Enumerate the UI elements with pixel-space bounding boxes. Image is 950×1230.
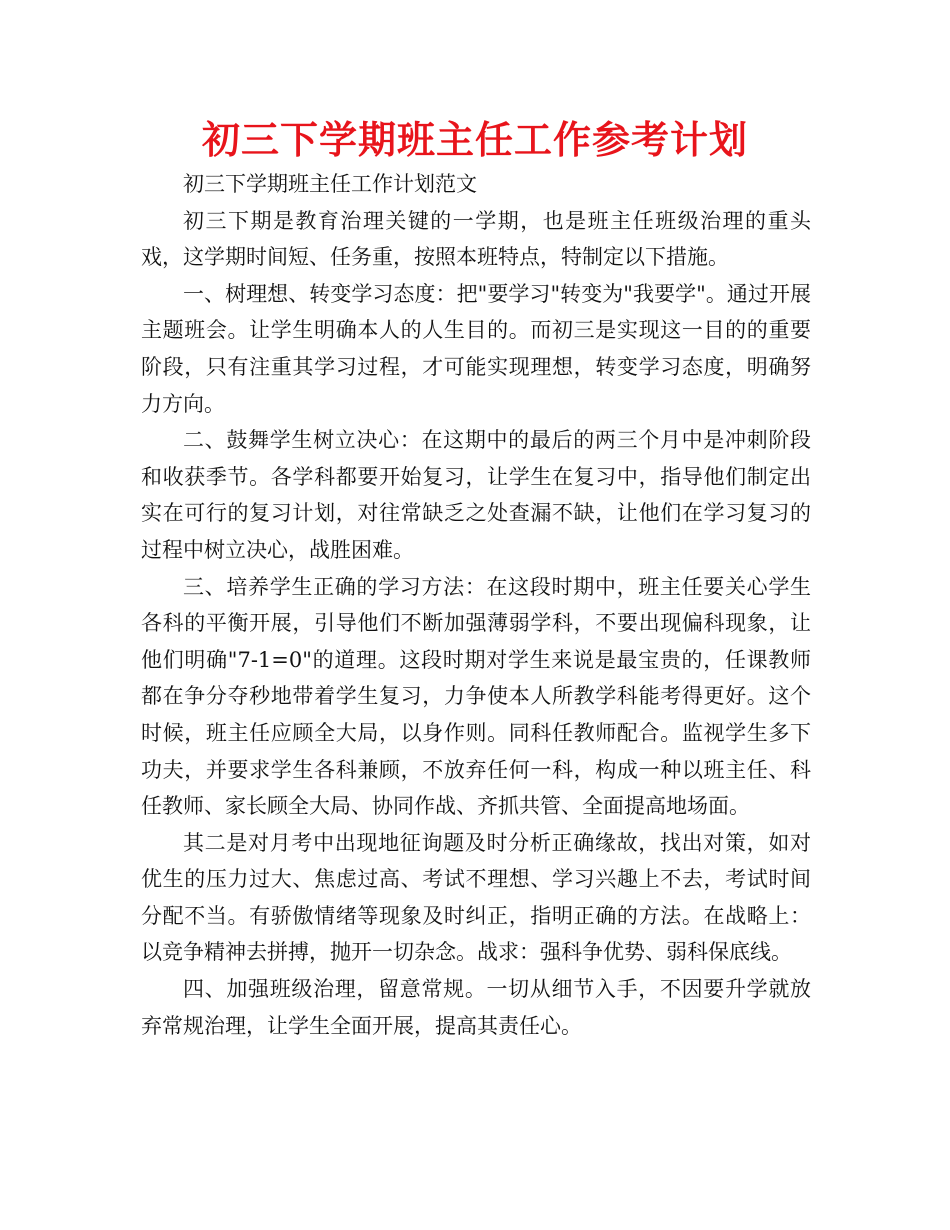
paragraph-section-2: 二、鼓舞学生树立决心：在这期中的最后的两三个月中是冲刺阶段和收获季节。各学科都要开始复习，让学生在复习中，指导他们制定出实在可行的复习计划，对往常缺乏之处查漏不缺，让他们在学习复习的过程中树立决心，战胜困难。 [141, 428, 811, 562]
paragraph-section-4: 四、加强班级治理，留意常规。一切从细节入手，不因要升学就放弃常规治理，让学生全面开展，提高其责任心。 [141, 977, 811, 1038]
paragraph-secondly: 其二是对月考中出现地征询题及时分析正确缘故，找出对策，如对优生的压力过大、焦虑过高、考试不理想、学习兴趣上不去，考试时间分配不当。有骄傲情绪等现象及时纠正，指明正确的方法。在战略上：以竞争精神去拼搏，抛开一切杂念。战求：强科争优势、弱科保底线。 [141, 830, 811, 965]
paragraph-intro: 初三下期是教育治理关键的一学期，也是班主任班级治理的重头戏，这学期时间短、任务重，按照本班特点，特制定以下措施。 [141, 208, 811, 270]
paragraph-section-3: 三、培养学生正确的学习方法：在这段时期中，班主任要关心学生各科的平衡开展，引导他们不断加强薄弱学科，不要出现偏科现象，让他们明确"7-1=0"的道理。这段时期对学生来说是最宝贵的，任课教师都在争分夺秒地带着学生复习，力争使本人所教学科能考得更好。这个时候，班主任应顾全大局，以身作则。同科任教师配合。监视学生多下功夫，并要求学生各科兼顾，不放弃任何一科，构成一种以班主任、科任教师、家长顾全大局、协同作战、齐抓共管、全面提高地场面。 [141, 574, 811, 819]
paragraph-subtitle: 初三下学期班主任工作计划范文 [183, 172, 477, 196]
paragraph-section-1: 一、树理想、转变学习态度：把"要学习"转变为"我要学"。通过开展主题班会。让学生明确本人的人生目的。而初三是实现这一目的的重要阶段，只有注重其学习过程，才可能实现理想，转变学习态度，明确努力方向。 [141, 281, 811, 416]
document-body [141, 166, 811, 1044]
document-title: 初三下学期班主任工作参考计划 [201, 118, 748, 162]
